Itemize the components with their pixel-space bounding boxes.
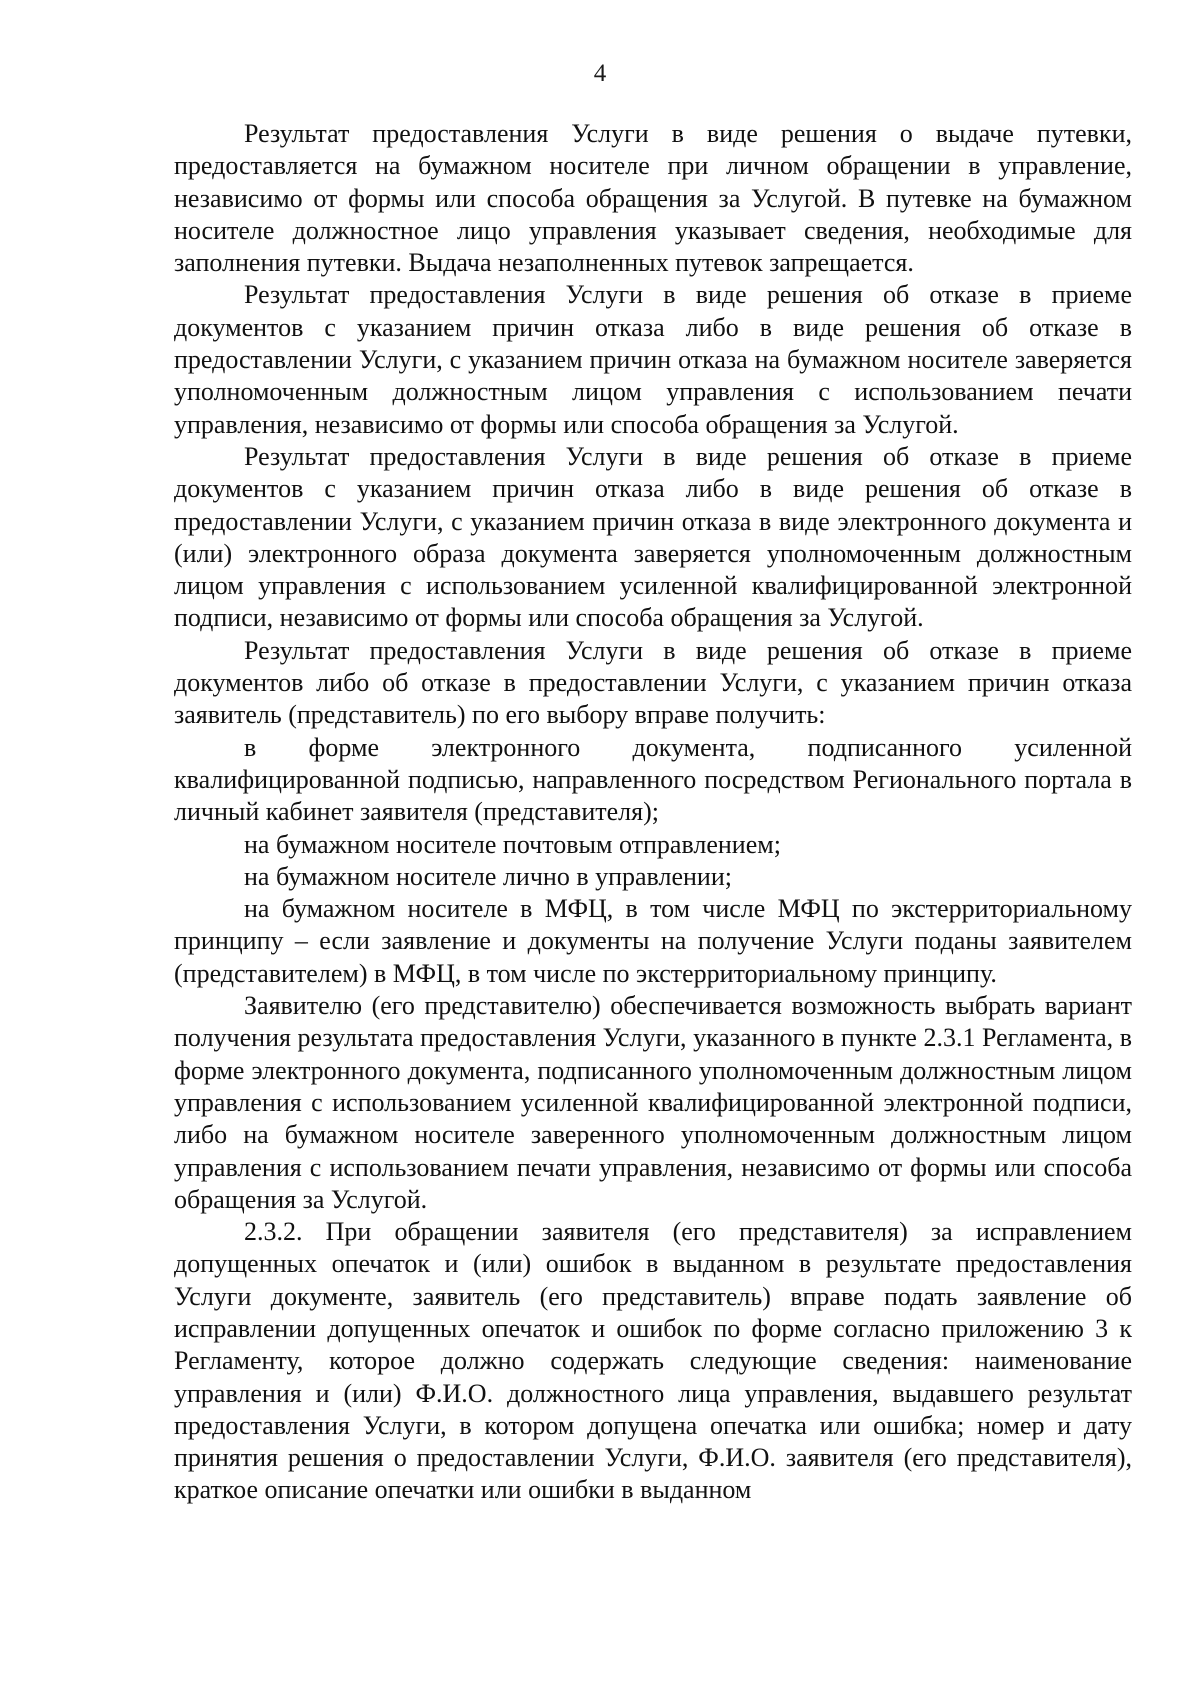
paragraph-refusal-paper: Результат предоставления Услуги в виде решения об отказе в приеме документов с указанием причин отказа либо в виде решения об отказе в предоставлении Услуги, с указанием причин отказа на бумажном носителе заверяется уполномоченным должностным лицом управления с использованием печати управления, независимо от формы или способа обращения за Услугой. — [174, 280, 1132, 439]
list-item-electronic: в форме электронного документа, подписанного усиленной квалифицированной подписью, направленного посредством Регионального портала в личный кабинет заявителя (представителя); — [174, 732, 1132, 827]
document-body — [174, 118, 1132, 1507]
paragraph-applicant-choice: Заявителю (его представителю) обеспечивается возможность выбрать вариант получения результата предоставления Услуги, указанного в пункте 2.3.1 Регламента, в форме электронного документа, подписанного уполномоченным должностным лицом управления с использованием усиленной квалифицированной электронной подписи, либо на бумажном носителе заверенного уполномоченным должностным лицом управления с использованием печати управления, независимо от формы или способа обращения за Услугой. — [174, 991, 1132, 1214]
paragraph-result-voucher: Результат предоставления Услуги в виде решения о выдаче путевки, предоставляется на бумажном носителе при личном обращении в управление, независимо от формы или способа обращения за Услугой. В путевке на бумажном носителе должностное лицо управления указывает сведения, необходимые для заполнения путевки. Выдача незаполненных путевок запрещается. — [174, 119, 1132, 278]
page-number: 4 — [593, 60, 607, 87]
list-item-post: на бумажном носителе почтовым отправлением; — [244, 829, 781, 859]
list-item-in-person: на бумажном носителе лично в управлении; — [244, 861, 732, 891]
paragraph-refusal-electronic: Результат предоставления Услуги в виде решения об отказе в приеме документов с указанием причин отказа либо в виде решения об отказе в предоставлении Услуги, с указанием причин отказа в виде электронного документа и (или) электронного образа документа заверяется уполномоченным должностным лицом управления с использованием усиленной квалифицированной электронной подписи, независимо от формы или способа обращения за Услугой. — [174, 441, 1132, 633]
paragraph-2-3-2: 2.3.2. При обращении заявителя (его представителя) за исправлением допущенных опечаток и (или) ошибок в выданном в результате предоставления Услуги документе, заявитель (его представитель) вправе подать заявление об исправлении допущенных опечаток и ошибок по форме согласно приложению 3 к Регламенту, которое должно содержать следующие сведения: наименование управления и (или) Ф.И.О. должностного лица управления, выдавшего результат предоставления Услуги, в котором допущена опечатка или ошибка; номер и дату принятия решения о предоставлении Услуги, Ф.И.О. заявителя (его представителя), краткое описание опечатки или ошибки в выданном — [174, 1217, 1132, 1505]
list-item-mfc: на бумажном носителе в МФЦ, в том числе МФЦ по экстерриториальному принципу – если заявление и документы на получение Услуги поданы заявителем (представителем) в МФЦ, в том числе по экстерриториальному принципу. — [174, 894, 1132, 988]
paragraph-refusal-options: Результат предоставления Услуги в виде решения об отказе в приеме документов либо об отказе в предоставлении Услуги, с указанием причин отказа заявитель (представитель) по его выбору вправе получить: — [174, 635, 1132, 730]
